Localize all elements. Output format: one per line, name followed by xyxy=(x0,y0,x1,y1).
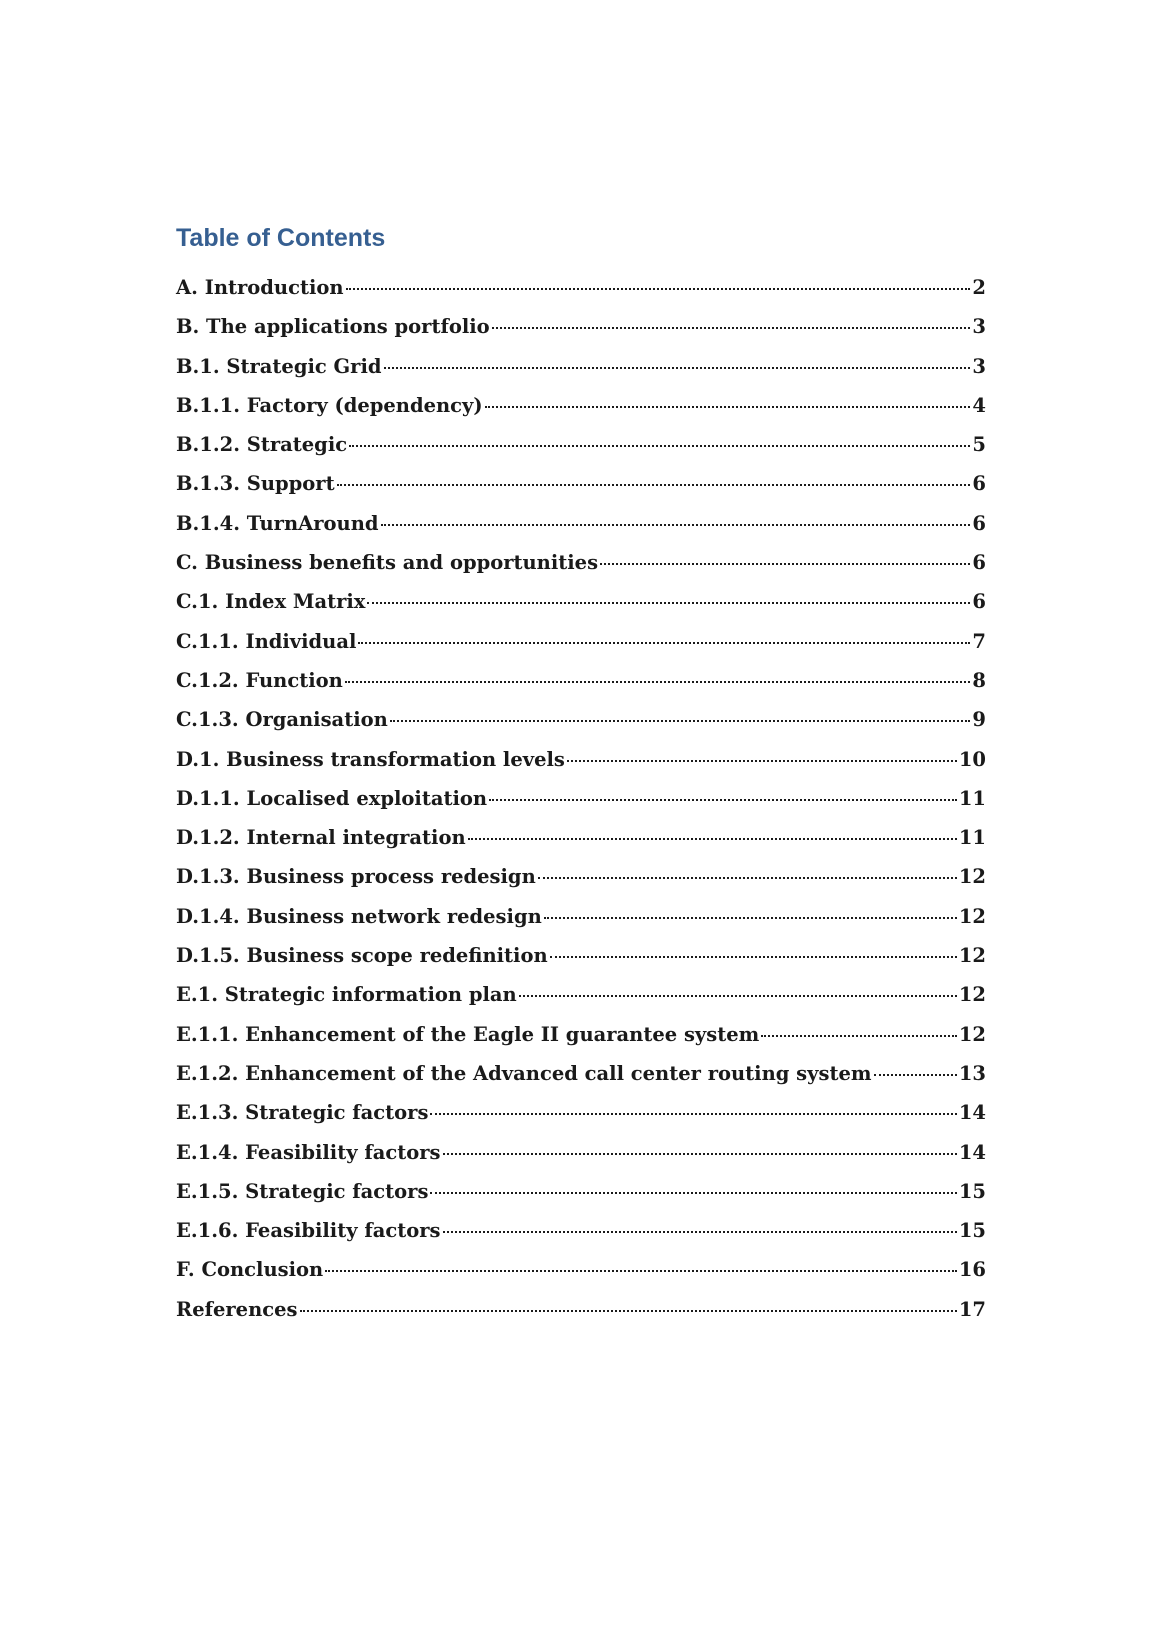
toc-entry-page-number: 12 xyxy=(958,944,986,968)
toc-entry[interactable] xyxy=(176,433,986,472)
toc-entry-page-number: 6 xyxy=(972,472,986,496)
toc-entry-label: E.1. Strategic information plan xyxy=(176,983,517,1007)
toc-entry-page-number: 17 xyxy=(958,1297,986,1321)
toc-entry-page-number: 6 xyxy=(972,511,986,535)
toc-entry-label: B.1.4. TurnAround xyxy=(176,511,379,535)
toc-entry[interactable] xyxy=(176,630,986,669)
toc-dot-leader xyxy=(761,1035,957,1037)
toc-entry-label: C.1.2. Function xyxy=(176,668,343,692)
toc-dot-leader xyxy=(489,799,957,801)
toc-entry[interactable] xyxy=(176,905,986,944)
toc-entry-page-number: 10 xyxy=(958,747,986,771)
toc-entry-label: E.1.4. Feasibility factors xyxy=(176,1140,441,1164)
toc-title: Table of Contents xyxy=(176,224,386,252)
toc-list xyxy=(176,276,986,1337)
toc-entry-page-number: 11 xyxy=(958,826,986,850)
toc-entry-label: C. Business benefits and opportunities xyxy=(176,551,599,575)
toc-entry-label: B. The applications portfolio xyxy=(176,315,490,339)
toc-dot-leader xyxy=(519,995,957,997)
toc-entry[interactable] xyxy=(176,394,986,433)
toc-entry-page-number: 11 xyxy=(958,786,986,810)
toc-entry[interactable] xyxy=(176,983,986,1022)
toc-entry-page-number: 12 xyxy=(958,865,986,889)
toc-entry-label: References xyxy=(176,1297,298,1321)
toc-entry-page-number: 2 xyxy=(972,276,986,299)
toc-entry[interactable] xyxy=(176,472,986,511)
toc-dot-leader xyxy=(300,1310,957,1312)
toc-entry[interactable] xyxy=(176,1023,986,1062)
toc-entry-page-number: 8 xyxy=(972,668,986,692)
toc-entry-label: C.1.1. Individual xyxy=(176,629,357,653)
toc-entry-label: E.1.1. Enhancement of the Eagle II guarantee system xyxy=(176,1022,760,1046)
toc-entry-page-number: 12 xyxy=(958,904,986,928)
toc-dot-leader xyxy=(544,917,957,919)
toc-entry[interactable] xyxy=(176,708,986,747)
toc-entry-page-number: 4 xyxy=(972,393,986,417)
toc-entry-label: D.1.5. Business scope redefinition xyxy=(176,944,548,968)
toc-dot-leader xyxy=(345,681,971,683)
toc-entry-page-number: 3 xyxy=(972,315,986,339)
toc-entry-label: B.1. Strategic Grid xyxy=(176,354,382,378)
toc-dot-leader xyxy=(346,288,971,290)
toc-dot-leader xyxy=(349,445,970,447)
toc-dot-leader xyxy=(325,1270,957,1272)
toc-dot-leader xyxy=(358,642,970,644)
toc-dot-leader xyxy=(874,1074,957,1076)
toc-entry-label: C.1.3. Organisation xyxy=(176,708,388,732)
toc-dot-leader xyxy=(443,1153,957,1155)
toc-entry-label: E.1.5. Strategic factors xyxy=(176,1179,429,1203)
toc-entry[interactable] xyxy=(176,944,986,983)
toc-entry-label: B.1.3. Support xyxy=(176,472,335,496)
toc-entry-page-number: 15 xyxy=(958,1219,986,1243)
toc-dot-leader xyxy=(390,720,971,722)
toc-dot-leader xyxy=(430,1113,956,1115)
toc-entry-page-number: 12 xyxy=(958,1022,986,1046)
toc-dot-leader xyxy=(468,838,957,840)
toc-entry[interactable] xyxy=(176,315,986,354)
toc-entry-page-number: 16 xyxy=(958,1258,986,1282)
toc-entry[interactable] xyxy=(176,1298,986,1337)
toc-entry-page-number: 9 xyxy=(972,708,986,732)
toc-entry-label: C.1. Index Matrix xyxy=(176,590,366,614)
toc-entry[interactable] xyxy=(176,865,986,904)
toc-entry-page-number: 14 xyxy=(958,1101,986,1125)
toc-entry-page-number: 6 xyxy=(972,590,986,614)
toc-dot-leader xyxy=(492,327,971,329)
toc-entry-label: A. Introduction xyxy=(176,276,344,299)
toc-entry[interactable] xyxy=(176,551,986,590)
toc-entry-page-number: 15 xyxy=(958,1179,986,1203)
toc-entry-label: B.1.2. Strategic xyxy=(176,433,348,457)
toc-entry[interactable] xyxy=(176,669,986,708)
toc-dot-leader xyxy=(567,760,957,762)
toc-dot-leader xyxy=(430,1192,956,1194)
toc-dot-leader xyxy=(443,1231,957,1233)
toc-entry-label: D.1.2. Internal integration xyxy=(176,826,466,850)
toc-entry[interactable] xyxy=(176,1258,986,1297)
toc-entry[interactable] xyxy=(176,1180,986,1219)
toc-entry-label: E.1.6. Feasibility factors xyxy=(176,1219,441,1243)
toc-entry[interactable] xyxy=(176,1062,986,1101)
toc-entry-page-number: 12 xyxy=(958,983,986,1007)
toc-entry-label: E.1.3. Strategic factors xyxy=(176,1101,429,1125)
toc-entry-page-number: 14 xyxy=(958,1140,986,1164)
toc-entry-label: D.1.4. Business network redesign xyxy=(176,904,542,928)
toc-entry-label: B.1.1. Factory (dependency) xyxy=(176,393,483,417)
toc-dot-leader xyxy=(600,563,970,565)
toc-dot-leader xyxy=(485,406,971,408)
toc-dot-leader xyxy=(538,877,957,879)
toc-entry-page-number: 5 xyxy=(972,433,986,457)
toc-entry[interactable] xyxy=(176,1141,986,1180)
toc-entry[interactable] xyxy=(176,590,986,629)
toc-entry-page-number: 7 xyxy=(972,629,986,653)
toc-dot-leader xyxy=(337,484,971,486)
toc-entry-page-number: 13 xyxy=(958,1061,986,1085)
toc-dot-leader xyxy=(367,602,970,604)
toc-entry-page-number: 6 xyxy=(972,551,986,575)
toc-dot-leader xyxy=(550,956,957,958)
toc-entry[interactable] xyxy=(176,1219,986,1258)
toc-entry[interactable] xyxy=(176,276,986,315)
toc-entry[interactable] xyxy=(176,787,986,826)
toc-entry[interactable] xyxy=(176,512,986,551)
toc-dot-leader xyxy=(381,524,971,526)
toc-entry[interactable] xyxy=(176,748,986,787)
toc-entry-label: D.1. Business transformation levels xyxy=(176,747,565,771)
toc-entry[interactable] xyxy=(176,1101,986,1140)
toc-entry-label: D.1.3. Business process redesign xyxy=(176,865,536,889)
toc-entry-label: E.1.2. Enhancement of the Advanced call center routing system xyxy=(176,1061,872,1085)
toc-entry-label: F. Conclusion xyxy=(176,1258,324,1282)
toc-dot-leader xyxy=(384,367,971,369)
toc-entry-label: D.1.1. Localised exploitation xyxy=(176,786,488,810)
toc-entry[interactable] xyxy=(176,826,986,865)
toc-entry-page-number: 3 xyxy=(972,354,986,378)
toc-entry[interactable] xyxy=(176,355,986,394)
